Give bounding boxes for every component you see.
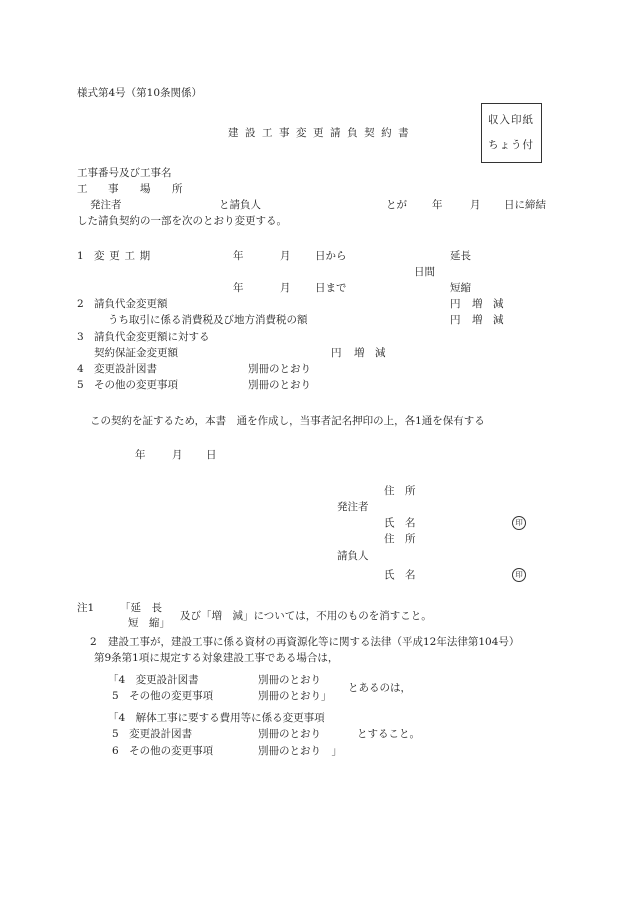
revenue-stamp-line1: 収入印紙 [488, 114, 534, 126]
note-quote2-tail: とすること。 [357, 728, 420, 740]
intro-contractor: と請負人 [219, 199, 261, 211]
note-quote1-b-value: 別冊のとおり」 [258, 690, 332, 702]
item-1-until: 日まで [315, 282, 347, 294]
form-number: 様式第4号（第10条関係） [77, 87, 203, 99]
item-1-month-a: 月 [280, 250, 291, 262]
item-1-label: 変更工期 [94, 250, 155, 262]
project-number-name-label: 工事番号及び工事名 [77, 167, 172, 179]
item-2b-yen: 円 [450, 314, 461, 326]
certification-text: この契約を証するため，本書 通を作成し，当事者記名押印の上，各1通を保有する [90, 415, 485, 427]
orderer-address-label: 住 所 [384, 485, 416, 497]
note-quote2-a-label: 「4 解体工事に要する費用等に係る変更事項 [108, 712, 325, 724]
note-1-label: 注1 [77, 602, 95, 614]
note-quote1-b-label: 5 その他の変更事項 [112, 690, 214, 702]
note-quote2-c-value: 別冊のとおり 」 [258, 745, 342, 757]
item-1-year-b: 年 [233, 282, 244, 294]
contractor-name-label: 氏 名 [384, 569, 416, 581]
revenue-stamp-line2: ちょう付 [488, 139, 534, 151]
intro-orderer: 発注者 [90, 199, 122, 211]
note-1-text: 及び「増 減」については，不用のものを消すこと。 [180, 610, 432, 622]
item-1-year-a: 年 [233, 250, 244, 262]
date-day: 日 [206, 449, 217, 461]
item-4-label: 変更設計図書 [94, 363, 157, 375]
item-1-from: 日から [315, 250, 347, 262]
item-3-number: 3 [77, 331, 84, 343]
item-2-label: 請負代金変更額 [94, 298, 168, 310]
item-1-extend: 延長 [450, 250, 471, 262]
item-1-days: 日間 [414, 266, 435, 278]
item-1-month-b: 月 [280, 282, 291, 294]
contractor-seal-mark: 印 [512, 568, 526, 582]
note-2-line2: 第9条第1項に規定する対象建設工事である場合は， [94, 652, 339, 664]
item-2-number: 2 [77, 298, 84, 310]
note-quote1-tail: とあるのは， [348, 682, 411, 694]
note-1-bracket-extend: 「延 長 [120, 602, 162, 614]
item-2-yen: 円 [450, 298, 461, 310]
note-quote2-b-label: 5 変更設計図書 [112, 728, 193, 740]
item-3b-inc-dec: 増 減 [354, 347, 386, 359]
intro-year: 年 [432, 199, 443, 211]
note-quote2-c-label: 6 その他の変更事項 [112, 745, 214, 757]
orderer-label: 発注者 [337, 501, 369, 513]
intro-line2: した請負契約の一部を次のとおり変更する。 [77, 215, 287, 227]
revenue-stamp-box [481, 103, 542, 163]
item-5-label: その他の変更事項 [94, 379, 178, 391]
item-3b-label: 契約保証金変更額 [94, 347, 178, 359]
item-1-shorten: 短縮 [450, 282, 471, 294]
orderer-name-label: 氏 名 [384, 517, 416, 529]
note-quote1-a-value: 別冊のとおり [258, 674, 321, 686]
item-1-number: 1 [77, 250, 84, 262]
item-4-value: 別冊のとおり [248, 363, 311, 375]
project-location-char-4: 所 [172, 183, 183, 195]
contractor-label: 請負人 [337, 550, 369, 562]
contractor-address-label: 住 所 [384, 533, 416, 545]
item-4-number: 4 [77, 363, 84, 375]
item-2b-label: うち取引に係る消費税及び地方消費税の額 [108, 314, 308, 326]
item-2b-inc-dec: 増 減 [472, 314, 504, 326]
item-2-inc-dec: 増 減 [472, 298, 504, 310]
date-month: 月 [172, 449, 183, 461]
item-3b-yen: 円 [331, 347, 342, 359]
project-location-char-2: 事 [108, 183, 119, 195]
intro-between: とが [386, 199, 407, 211]
date-year: 年 [135, 449, 146, 461]
intro-day-conclude: 日に締結 [504, 199, 546, 211]
document-title: 建設工事変更請負契約書 [228, 127, 416, 139]
note-quote2-b-value: 別冊のとおり [258, 728, 321, 740]
note-2-number: 2 [90, 636, 97, 648]
project-location-char-1: 工 [77, 183, 88, 195]
item-5-value: 別冊のとおり [248, 379, 311, 391]
orderer-seal-mark: 印 [512, 516, 526, 530]
intro-month: 月 [470, 199, 481, 211]
project-location-char-3: 場 [140, 183, 151, 195]
note-quote1-a-label: 「4 変更設計図書 [108, 674, 199, 686]
item-3-label: 請負代金変更額に対する [94, 331, 210, 343]
note-2-line1: 建設工事が，建設工事に係る資材の再資源化等に関する法律（平成12年法律第104号） [108, 636, 520, 648]
item-5-number: 5 [77, 379, 84, 391]
note-1-shorten: 短 縮」 [128, 617, 170, 629]
